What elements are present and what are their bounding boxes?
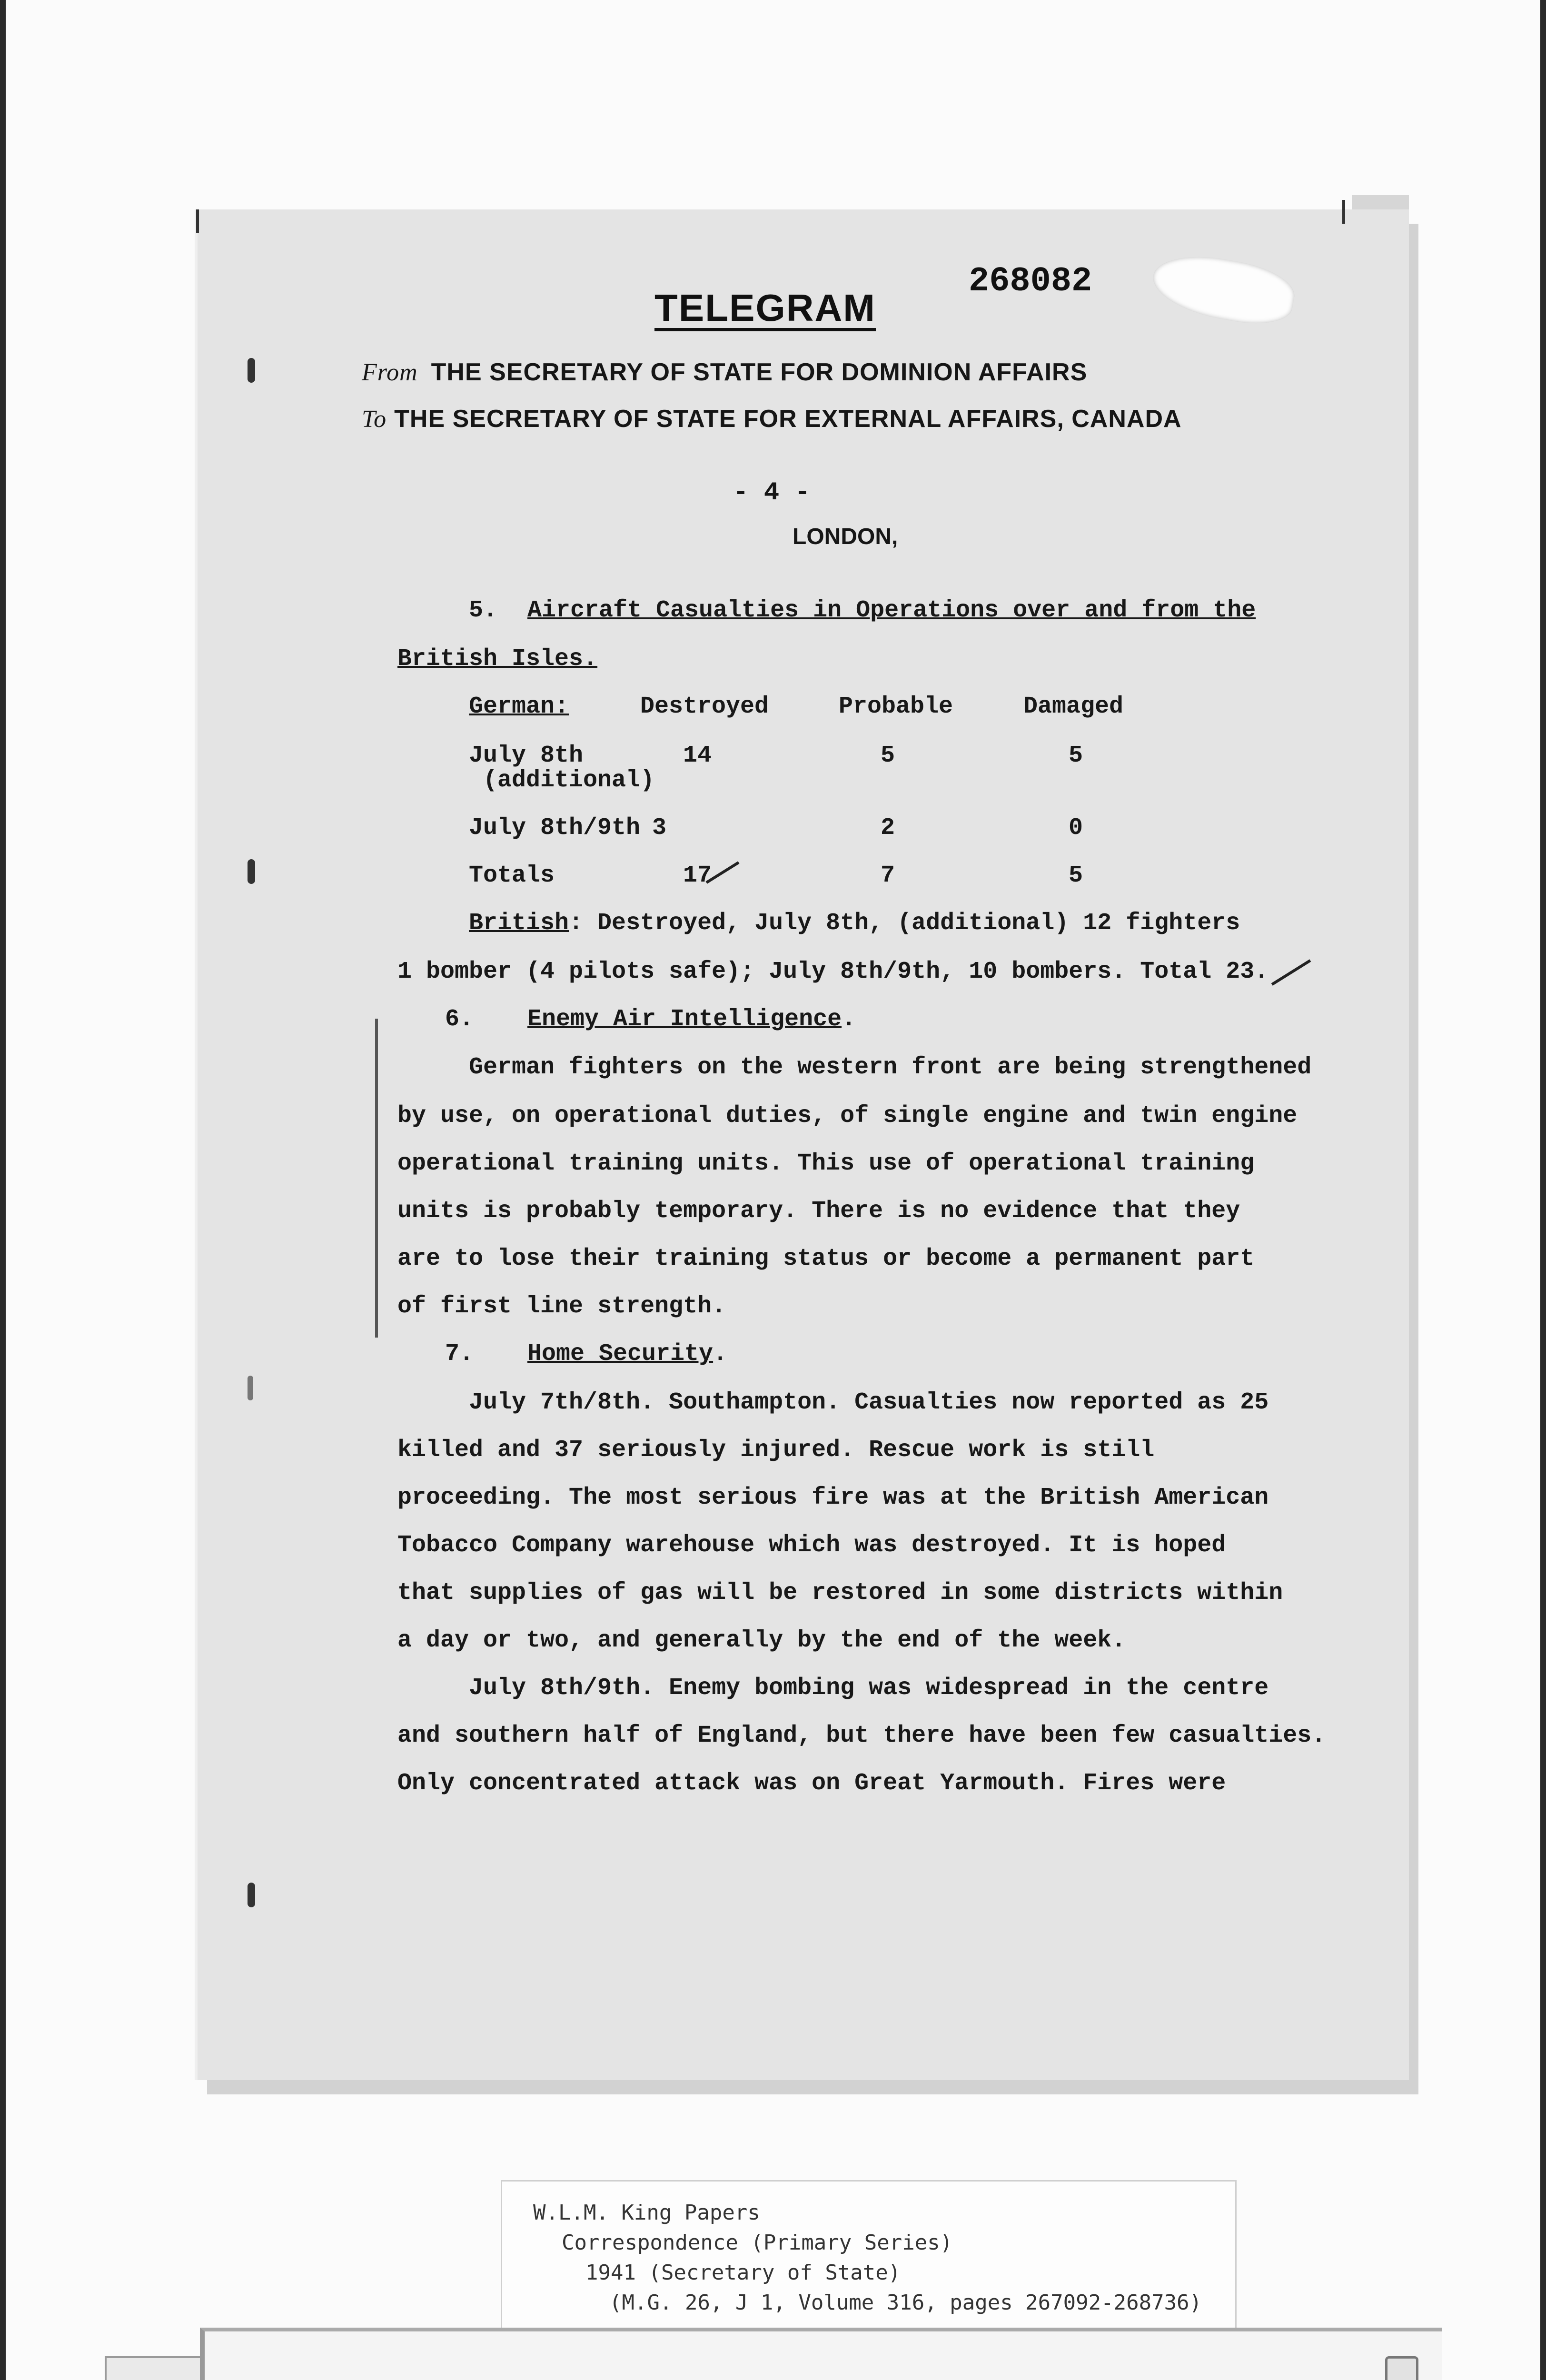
- british-text-1: : Destroyed, July 8th, (additional) 12 fighters: [569, 910, 1240, 937]
- british-label: British: [469, 910, 569, 937]
- section-6-heading: Enemy Air Intelligence: [527, 1006, 842, 1033]
- paragraph-line: German fighters on the western front are being strengthened: [469, 1054, 1312, 1081]
- table-row-label: July 8th: [469, 742, 584, 769]
- paragraph-line: July 8th/9th. Enemy bombing was widespread in the centre: [469, 1675, 1269, 1702]
- frame-edge-left: [0, 0, 6, 2380]
- punch-hole-mark: [248, 1883, 255, 1907]
- section-7-number: 7.: [445, 1340, 474, 1368]
- british-line-1: [469, 912, 1240, 935]
- to-line: [362, 405, 1182, 433]
- paragraph-line: of first line strength.: [397, 1293, 726, 1320]
- paragraph-line: by use, on operational duties, of single engine and twin engine: [397, 1102, 1298, 1130]
- from-label: From: [362, 359, 418, 386]
- section-6-number: 6.: [445, 1006, 474, 1033]
- table-cell-destroyed: 17: [683, 862, 712, 889]
- paragraph-line: and southern half of England, but there have been few casualties.: [397, 1722, 1326, 1749]
- table-row-sublabel: (additional): [483, 767, 655, 794]
- punch-hole-mark: [248, 859, 255, 884]
- table-header-german: German:: [469, 693, 569, 720]
- section-7-heading-line: Home Security.: [527, 1340, 728, 1368]
- archives-side-tab: [105, 2356, 204, 2380]
- table-cell-damaged: 5: [1069, 742, 1083, 769]
- table-cell-probable: 5: [881, 742, 895, 769]
- british-line-2: 1 bomber (4 pilots safe); July 8th/9th, 10 bombers. Total 23.: [397, 958, 1269, 985]
- sheet-corner-mark: [196, 209, 199, 233]
- archive-label-line-3: 1941 (Secretary of State): [585, 2261, 901, 2285]
- table-cell-probable: 7: [881, 862, 895, 889]
- table-cell-damaged: 5: [1069, 862, 1083, 889]
- section-5-heading-line-2: British Isles.: [397, 645, 598, 673]
- frame-edge-right: [1540, 0, 1546, 2380]
- archives-clip: [1385, 2356, 1418, 2380]
- table-row-label: Totals: [469, 862, 555, 889]
- section-5-heading-line-1: Aircraft Casualties in Operations over and from the: [527, 597, 1256, 624]
- archive-label-line-4: (M.G. 26, J 1, Volume 316, pages 267092-268736): [609, 2291, 1202, 2315]
- document-number: 268082: [969, 262, 1092, 301]
- punch-hole-mark: [248, 1376, 253, 1400]
- to-label: To: [362, 406, 387, 433]
- location: LONDON,: [793, 524, 898, 549]
- section-5-number: 5.: [469, 597, 498, 624]
- paragraph-line: are to lose their training status or become a permanent part: [397, 1245, 1255, 1272]
- to-value: THE SECRETARY OF STATE FOR EXTERNAL AFFAIRS, CANADA: [394, 405, 1182, 433]
- paragraph-line: units is probably temporary. There is no evidence that they: [397, 1198, 1240, 1225]
- paragraph-line: July 7th/8th. Southampton. Casualties now reported as 25: [469, 1389, 1269, 1416]
- page-number: - 4 -: [733, 478, 811, 507]
- paragraph-line: Tobacco Company warehouse which was destroyed. It is hoped: [397, 1532, 1226, 1559]
- archive-label-line-2: Correspondence (Primary Series): [562, 2231, 953, 2255]
- section-7-heading: Home Security: [527, 1340, 714, 1368]
- table-cell-probable: 2: [881, 814, 895, 842]
- archive-reference-card: [501, 2180, 1237, 2335]
- sheet-corner-mark: [1342, 200, 1345, 224]
- from-line: [362, 358, 1087, 387]
- paragraph-line: killed and 37 seriously injured. Rescue work is still: [397, 1437, 1155, 1464]
- from-value: THE SECRETARY OF STATE FOR DOMINION AFFAIRS: [431, 358, 1088, 386]
- section-6-heading-line: Enemy Air Intelligence.: [527, 1006, 856, 1033]
- archives-banner: [200, 2328, 1442, 2380]
- punch-hole-mark: [248, 358, 255, 383]
- paragraph-line: Only concentrated attack was on Great Yarmouth. Fires were: [397, 1770, 1226, 1797]
- telegram-title: TELEGRAM: [654, 288, 876, 331]
- table-row-label: July 8th/9th: [469, 814, 641, 842]
- table-cell-destroyed: 14: [683, 742, 712, 769]
- paragraph-line: that supplies of gas will be restored in some districts within: [397, 1579, 1283, 1606]
- paragraph-line: operational training units. This use of operational training: [397, 1150, 1255, 1177]
- table-cell-damaged: 0: [1069, 814, 1083, 842]
- paragraph-line: a day or two, and generally by the end of the week.: [397, 1627, 1126, 1654]
- table-header-damaged: Damaged: [1023, 693, 1124, 720]
- paragraph-line: proceeding. The most serious fire was at the British American: [397, 1484, 1269, 1511]
- table-header-destroyed: Destroyed: [640, 693, 769, 720]
- table-header-probable: Probable: [839, 693, 953, 720]
- margin-line: [375, 1019, 378, 1338]
- archive-label-line-1: W.L.M. King Papers: [533, 2201, 760, 2225]
- table-cell-destroyed: 3: [652, 814, 667, 842]
